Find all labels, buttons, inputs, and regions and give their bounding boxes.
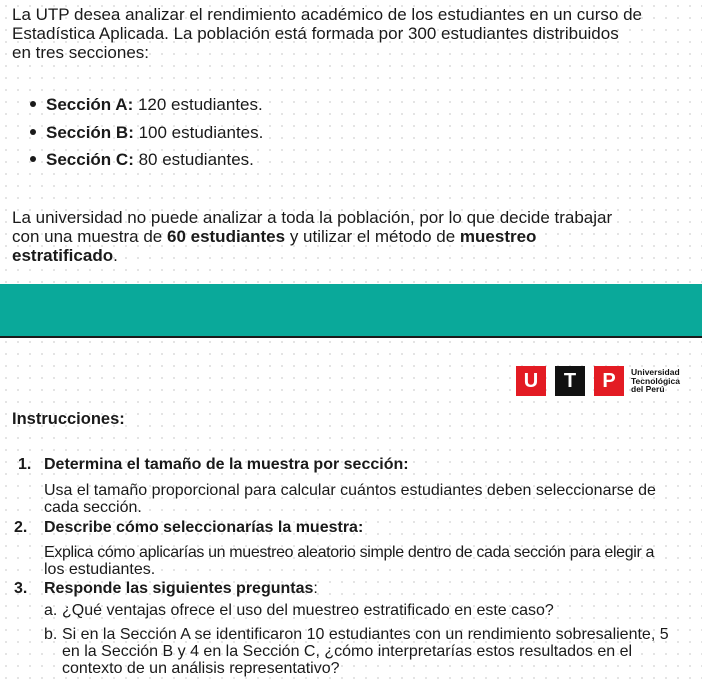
item-title-text: Responde las siguientes preguntas <box>44 580 314 597</box>
sub-question-line: contexto de un análisis representativo? <box>62 660 340 677</box>
sub-question: ¿Qué ventajas ofrece el uso del muestreo estratificado en este caso? <box>62 602 554 619</box>
sample-paragraph <box>12 208 696 265</box>
item-title <box>44 579 318 598</box>
intro-paragraph <box>12 5 696 62</box>
sub-question-line: Si en la Sección A se identificaron 10 estudiantes con un rendimiento sobresaliente, 5 <box>62 626 669 643</box>
logo-text-line: Tecnológica <box>631 375 680 386</box>
section-value: 120 estudiantes. <box>133 95 263 114</box>
sub-question <box>62 626 692 677</box>
sample-text: . <box>113 246 118 265</box>
section-list-item <box>30 150 254 170</box>
sample-line-1: La universidad no puede analizar a toda la población, por lo que decide trabajar <box>12 208 613 227</box>
section-label: Sección C: <box>46 150 134 169</box>
sample-line-2 <box>12 227 696 246</box>
logo-letter-p: P <box>594 366 624 396</box>
item-number: 1. <box>18 456 32 473</box>
sub-letter: b. <box>44 626 58 643</box>
intro-line-1: La UTP desea analizar el rendimiento académico de los estudiantes en un curso de <box>12 5 643 24</box>
logo-text-line: Universidad <box>631 367 680 378</box>
sub-letter: a. <box>44 602 58 619</box>
sample-text: con una muestra de <box>12 227 167 246</box>
intro-line-3: en tres secciones: <box>12 43 150 62</box>
item-body <box>44 544 700 578</box>
item-body-line: cada sección. <box>44 499 142 516</box>
item-title: Determina el tamaño de la muestra por sección: <box>44 456 409 473</box>
instructions-heading: Instrucciones: <box>12 410 125 428</box>
green-divider-band <box>0 284 702 338</box>
logo-text-line: del Perú <box>631 384 665 395</box>
item-number: 3. <box>14 580 28 597</box>
intro-line-2: Estadística Aplicada. La población está formada por 300 estudiantes distribuidos <box>12 24 619 43</box>
item-body-line: Explica cómo aplicarías un muestreo aleatorio simple dentro de cada sección para elegir a <box>44 544 655 561</box>
bullet-icon <box>30 156 36 162</box>
method-bold: estratificado <box>12 246 114 265</box>
section-list-item <box>30 123 263 143</box>
sub-question-line: en la Sección B y 4 en la Sección C, ¿cómo interpretarías estos resultados en el <box>62 643 633 660</box>
method-bold: muestreo <box>459 227 537 246</box>
section-value: 100 estudiantes. <box>133 123 264 142</box>
item-body-line: los estudiantes. <box>44 561 156 578</box>
sample-text: y utilizar el método de <box>285 227 460 246</box>
item-body-line: Usa el tamaño proporcional para calcular cuántos estudiantes deben seleccionarse de <box>44 482 656 499</box>
item-title-colon: : <box>313 580 318 597</box>
logo-letter-u: U <box>516 366 546 396</box>
sample-size-bold: 60 estudiantes <box>166 227 286 246</box>
logo-text <box>631 368 680 394</box>
section-list-item <box>30 95 263 115</box>
section-value: 80 estudiantes. <box>133 150 254 169</box>
bullet-icon <box>30 101 36 107</box>
bullet-icon <box>30 129 36 135</box>
sample-line-3 <box>12 246 696 265</box>
utp-logo <box>516 366 680 396</box>
item-body <box>44 482 694 516</box>
section-label: Sección A: <box>46 95 134 114</box>
section-label: Sección B: <box>46 123 134 142</box>
item-number: 2. <box>14 519 28 536</box>
item-title: Describe cómo seleccionarías la muestra: <box>44 519 364 536</box>
logo-letter-t: T <box>555 366 585 396</box>
